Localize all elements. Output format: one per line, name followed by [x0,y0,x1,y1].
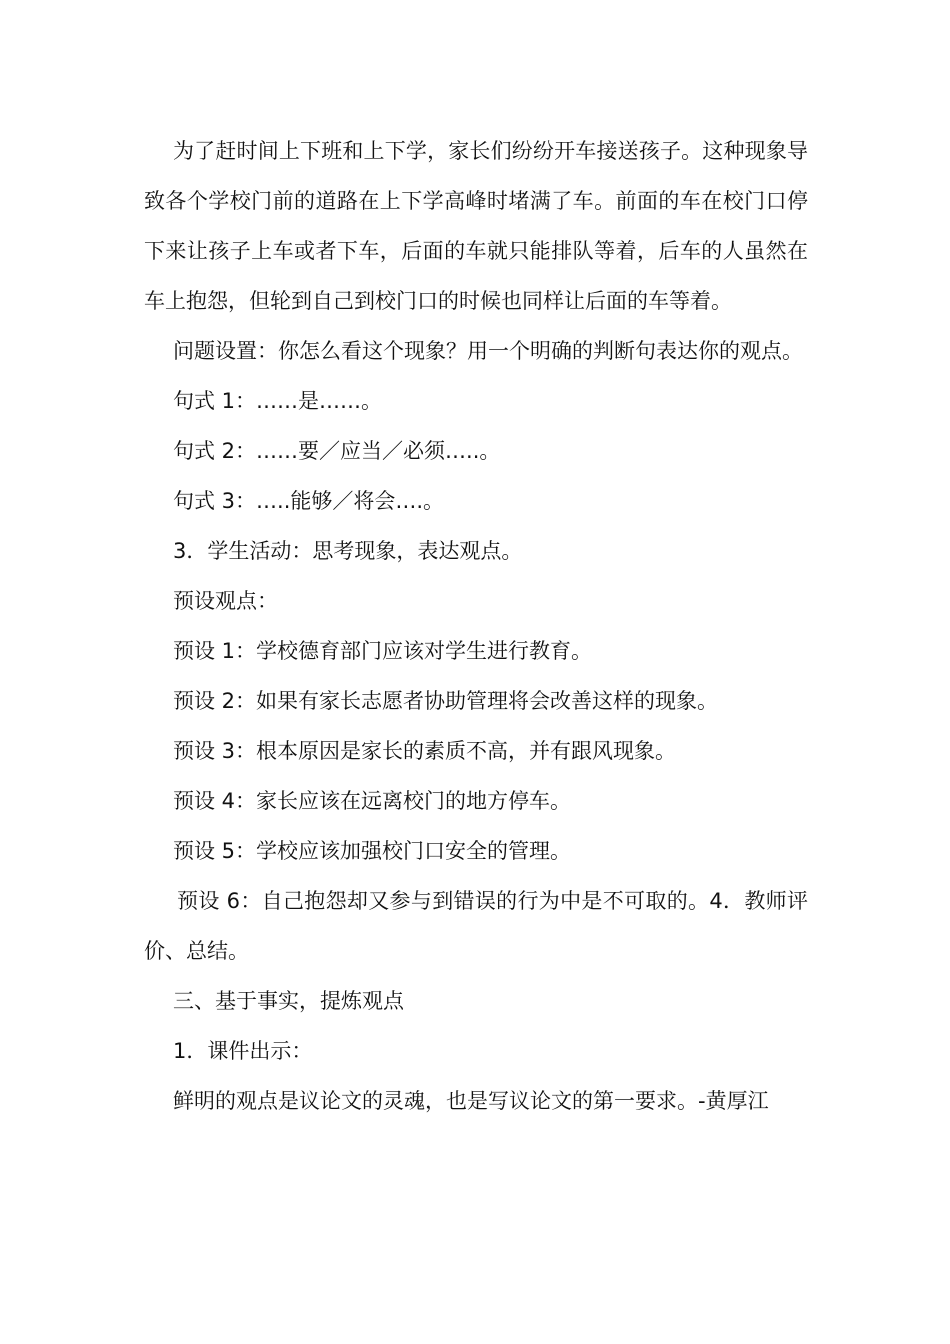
paragraph-preset-heading: 预设观点： [173,589,278,613]
paragraph-pattern-2: 句式 2：……要／应当／必须…..。 [173,439,501,463]
paragraph-preset-1: 预设 1：学校德育部门应该对学生进行教育。 [173,639,593,663]
paragraph-scenario: 为了赶时间上下班和上下学，家长们纷纷开车接送孩子。这种现象导致各个学校门前的道路在上下学高峰时堵满了车。前面的车在校门口停下来让孩子上车或者下车，后面的车就只能排队等着，后车的人虽然在车上抱怨，但轮到自己到校门口的时候也同样让后面的车等着。 [144,139,808,313]
paragraph-question: 问题设置：你怎么看这个现象？用一个明确的判断句表达你的观点。 [173,339,803,363]
document-body [144,126,808,1126]
paragraph-student-activity: 3．学生活动：思考现象，表达观点。 [173,539,523,563]
paragraph-preset-4: 预设 4：家长应该在远离校门的地方停车。 [173,789,572,813]
paragraph-preset-3: 预设 3：根本原因是家长的素质不高，并有跟风现象。 [173,739,677,763]
paragraph-preset-2: 预设 2：如果有家长志愿者协助管理将会改善这样的现象。 [173,689,719,713]
paragraph-preset-6: 预设 6：自己抱怨却又参与到错误的行为中是不可取的。4．教师评价、总结。 [144,889,808,963]
paragraph-quote: 鲜明的观点是议论文的灵魂，也是写议论文的第一要求。-黄厚江 [173,1089,769,1113]
paragraph-preset-5: 预设 5：学校应该加强校门口安全的管理。 [173,839,572,863]
section-heading-3: 三、基于事实，提炼观点 [173,989,404,1013]
paragraph-courseware: 1．课件出示： [173,1039,313,1063]
paragraph-pattern-3: 句式 3：…..能够／将会….。 [173,489,445,513]
paragraph-pattern-1: 句式 1：……是……。 [173,389,383,413]
